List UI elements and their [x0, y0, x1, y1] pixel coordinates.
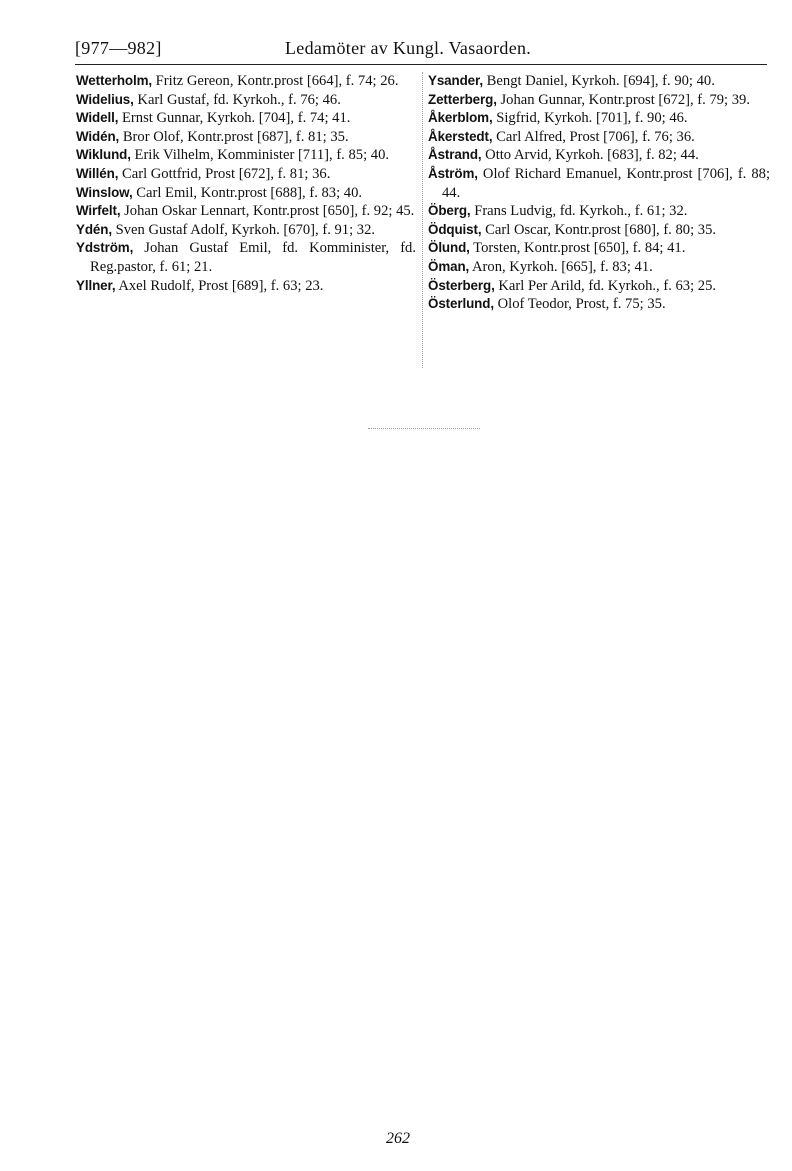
- page-title: Ledamöter av Kungl. Vasaorden.: [285, 38, 532, 58]
- entry-name: Ydén,: [76, 221, 112, 237]
- entry-text: Bengt Daniel, Kyrkoh. [694], f. 90; 40.: [483, 73, 715, 89]
- entry-name: Åström,: [428, 165, 478, 181]
- entry-name: Widell,: [76, 110, 119, 126]
- entry-name: Ödquist,: [428, 221, 482, 237]
- list-item: [76, 184, 416, 203]
- entry-name: Åkerstedt,: [428, 128, 493, 144]
- entry-text: Aron, Kyrkoh. [665], f. 83; 41.: [469, 258, 653, 275]
- entry-name: Ysander,: [428, 73, 484, 88]
- list-item: [428, 295, 770, 314]
- column-divider: [422, 72, 423, 368]
- list-item: [428, 258, 770, 277]
- list-item: [76, 109, 416, 128]
- entry-text: Otto Arvid, Kyrkoh. [683], f. 82; 44.: [481, 147, 699, 164]
- entry-text: Olof Teodor, Prost, f. 75; 35.: [493, 296, 666, 313]
- list-item: [76, 202, 416, 221]
- entry-name: Yllner,: [76, 277, 116, 293]
- entry-name: Ydström,: [76, 240, 134, 256]
- entry-text: Karl Per Arild, fd. Kyrkoh., f. 63; 25.: [494, 277, 717, 294]
- entry-name: Österberg,: [428, 277, 495, 293]
- entry-name: Ölund,: [428, 240, 470, 256]
- list-item: [428, 109, 770, 128]
- section-separator: [368, 428, 480, 429]
- entry-text: Frans Ludvig, fd. Kyrkoh., f. 61; 32.: [470, 203, 688, 220]
- entry-text: Olof Richard Emanuel, Kontr.prost [706], f. 88; 44.: [442, 165, 770, 201]
- entry-name: Willén,: [76, 165, 119, 181]
- entry-name: Österlund,: [428, 296, 494, 312]
- list-item: [76, 221, 416, 240]
- list-item: [76, 146, 416, 165]
- entry-name: Wetterholm,: [76, 73, 153, 88]
- entry-text: Carl Emil, Kontr.prost [688], f. 83; 40.: [132, 184, 363, 201]
- entry-text: Axel Rudolf, Prost [689], f. 63; 23.: [115, 277, 324, 294]
- left-column: [76, 72, 416, 295]
- list-item: [428, 221, 770, 240]
- page-range: [977—982]: [75, 38, 162, 58]
- list-item: [428, 128, 770, 147]
- list-item: [76, 128, 416, 147]
- list-item: [76, 72, 416, 91]
- list-item: [428, 72, 770, 91]
- entry-text: Karl Gustaf, fd. Kyrkoh., f. 76; 46.: [133, 91, 341, 108]
- entry-text: Bror Olof, Kontr.prost [687], f. 81; 35.: [119, 128, 349, 145]
- entry-text: Johan Gunnar, Kontr.prost [672], f. 79; 39.: [496, 91, 750, 108]
- entry-name: Wiklund,: [76, 147, 131, 163]
- entry-text: Carl Oscar, Kontr.prost [680], f. 80; 35.: [481, 221, 717, 238]
- entry-name: Winslow,: [76, 184, 133, 200]
- entry-text: Carl Gottfrid, Prost [672], f. 81; 36.: [118, 165, 331, 182]
- entry-text: Torsten, Kontr.prost [650], f. 84; 41.: [469, 240, 686, 257]
- entry-name: Åkerblom,: [428, 110, 493, 126]
- entry-text: Sven Gustaf Adolf, Kyrkoh. [670], f. 91; 32.: [111, 221, 376, 238]
- list-item: [428, 202, 770, 221]
- entry-text: Fritz Gereon, Kontr.prost [664], f. 74; 26.: [152, 73, 399, 89]
- page-header: [75, 38, 767, 65]
- entry-name: Zetterberg,: [428, 91, 497, 107]
- list-item: [428, 165, 770, 202]
- page-number: 262: [386, 1130, 410, 1147]
- entry-name: Widelius,: [76, 91, 134, 107]
- right-column: [428, 72, 770, 314]
- list-item: [76, 277, 416, 296]
- entry-text: Johan Oskar Lennart, Kontr.prost [650], f. 92; 45.: [120, 203, 415, 220]
- entry-text: Carl Alfred, Prost [706], f. 76; 36.: [492, 128, 695, 145]
- entry-name: Widén,: [76, 128, 120, 144]
- list-item: [76, 239, 416, 276]
- list-item: [76, 91, 416, 110]
- list-item: [428, 91, 770, 110]
- entry-name: Öberg,: [428, 203, 471, 219]
- list-item: [76, 165, 416, 184]
- list-item: [428, 239, 770, 258]
- list-item: [428, 146, 770, 165]
- entry-text: Erik Vilhelm, Komminister [711], f. 85; 40.: [130, 147, 390, 164]
- entry-text: Sigfrid, Kyrkoh. [701], f. 90; 46.: [492, 110, 688, 127]
- entry-name: Öman,: [428, 258, 470, 274]
- list-item: [428, 277, 770, 296]
- entry-text: Johan Gustaf Emil, fd. Komminister, fd. Reg.pastor, f. 61; 21.: [90, 240, 416, 275]
- entry-name: Wirfelt,: [76, 203, 121, 219]
- entry-text: Ernst Gunnar, Kyrkoh. [704], f. 74; 41.: [118, 110, 351, 127]
- entry-name: Åstrand,: [428, 147, 482, 163]
